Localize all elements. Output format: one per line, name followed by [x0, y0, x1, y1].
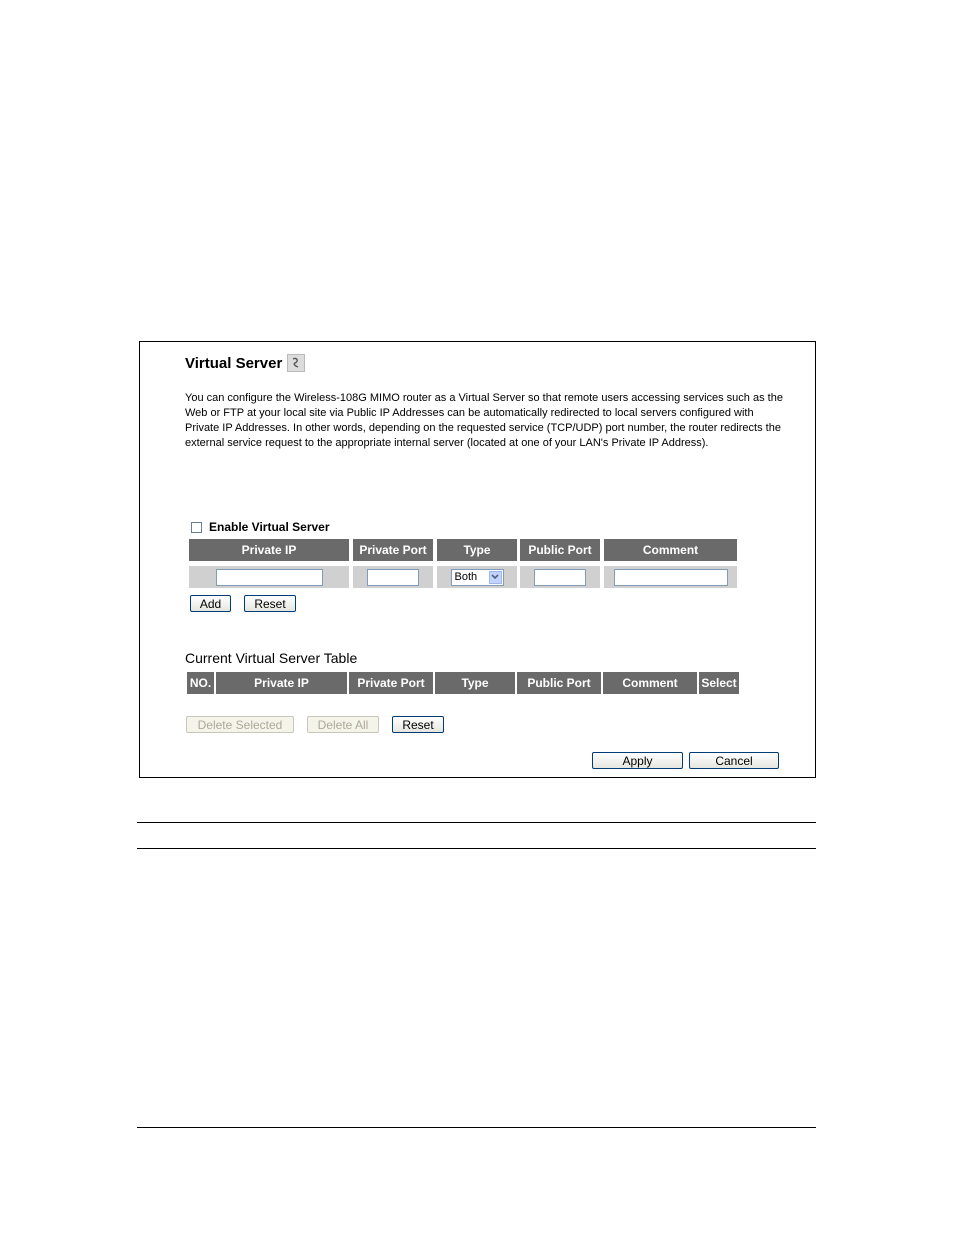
- divider-line: [137, 848, 816, 849]
- current-header-private-ip: Private IP: [216, 672, 347, 694]
- page-title-text: Virtual Server: [185, 354, 283, 372]
- page-description: You can configure the Wireless-108G MIMO router as a Virtual Server so that remote users accessing services such as the Web or FTP at your local site via Public IP Addresses can be automatically redirected to local servers configured with Private IP Addresses. In other words, depending on the requested service (TCP/UDP) port number, the router redirects the external service request to the appropriate internal server (located at one of your LAN's Private IP Address).: [185, 392, 783, 449]
- comment-input[interactable]: [614, 569, 728, 586]
- enable-virtual-server-row: [191, 520, 330, 534]
- help-icon[interactable]: [287, 354, 305, 372]
- footer-divider: [137, 1127, 816, 1128]
- header-public-port: Public Port: [520, 539, 600, 561]
- cancel-button[interactable]: Cancel: [689, 752, 779, 769]
- current-header-public-port: Public Port: [517, 672, 601, 694]
- type-cell: [437, 566, 517, 588]
- virtual-server-panel: [139, 341, 816, 778]
- header-type: Type: [437, 539, 517, 561]
- private-port-cell: [353, 566, 433, 588]
- reset-button[interactable]: Reset: [244, 595, 296, 612]
- chevron-down-icon[interactable]: [489, 571, 502, 584]
- apply-button[interactable]: Apply: [592, 752, 683, 769]
- public-port-input[interactable]: [534, 569, 586, 586]
- header-private-port: Private Port: [353, 539, 433, 561]
- public-port-cell: [520, 566, 600, 588]
- reset-table-button[interactable]: Reset: [392, 716, 444, 733]
- private-ip-cell: [189, 566, 349, 588]
- current-header-select: Select: [699, 672, 739, 694]
- current-header-private-port: Private Port: [349, 672, 433, 694]
- current-header-no: NO.: [187, 672, 214, 694]
- page-title: [185, 354, 305, 372]
- current-header-comment: Comment: [603, 672, 697, 694]
- private-port-input[interactable]: [367, 569, 419, 586]
- enable-virtual-server-label: Enable Virtual Server: [209, 520, 330, 534]
- add-button[interactable]: Add: [190, 595, 231, 612]
- type-select[interactable]: [451, 569, 504, 586]
- delete-all-button[interactable]: Delete All: [307, 716, 379, 733]
- current-table-title: Current Virtual Server Table: [185, 650, 358, 666]
- header-comment: Comment: [604, 539, 737, 561]
- delete-selected-button[interactable]: Delete Selected: [186, 716, 294, 733]
- type-select-value: Both: [454, 571, 478, 583]
- current-header-type: Type: [435, 672, 515, 694]
- header-private-ip: Private IP: [189, 539, 349, 561]
- divider-line: [137, 822, 816, 823]
- comment-cell: [604, 566, 737, 588]
- private-ip-input[interactable]: [216, 569, 323, 586]
- enable-virtual-server-checkbox[interactable]: [191, 522, 202, 533]
